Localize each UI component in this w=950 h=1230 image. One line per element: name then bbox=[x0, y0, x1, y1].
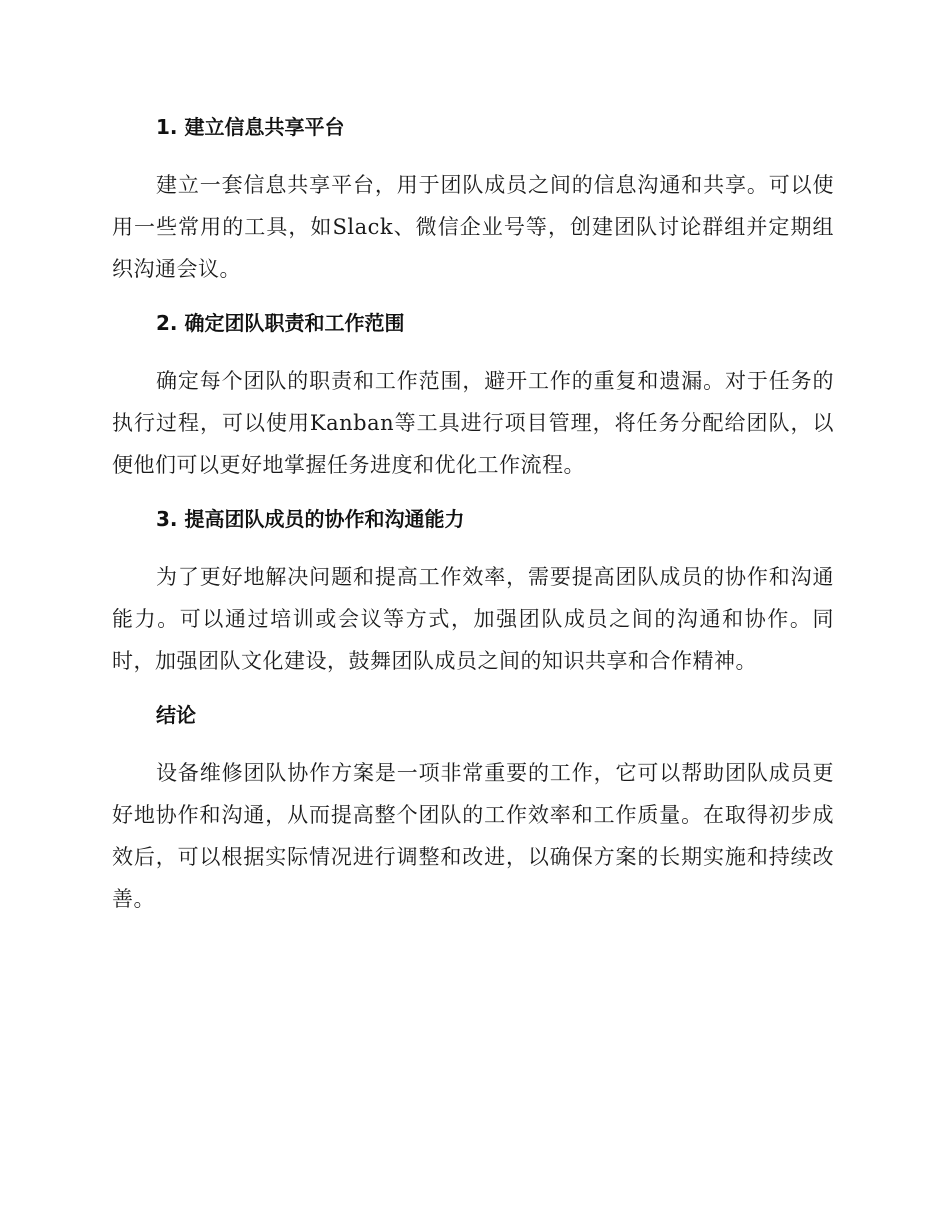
section-paragraph-2: 确定每个团队的职责和工作范围，避开工作的重复和遗漏。对于任务的执行过程，可以使用Kanban等工具进行项目管理，将任务分配给团队，以便他们可以更好地掌握任务进度和优化工作流程。 bbox=[112, 369, 834, 477]
document-body bbox=[112, 110, 834, 936]
section-paragraph-1: 建立一套信息共享平台，用于团队成员之间的信息沟通和共享。可以使用一些常用的工具，如Slack、微信企业号等，创建团队讨论群组并定期组织沟通会议。 bbox=[112, 173, 834, 281]
section-paragraph-3: 为了更好地解决问题和提高工作效率，需要提高团队成员的协作和沟通能力。可以通过培训或会议等方式，加强团队成员之间的沟通和协作。同时，加强团队文化建设，鼓舞团队成员之间的知识共享和合作精神。 bbox=[112, 565, 834, 673]
section-heading-1: 1. 建立信息共享平台 bbox=[156, 115, 345, 139]
conclusion-paragraph: 设备维修团队协作方案是一项非常重要的工作，它可以帮助团队成员更好地协作和沟通，从而提高整个团队的工作效率和工作质量。在取得初步成效后，可以根据实际情况进行调整和改进，以确保方案的长期实施和持续改善。 bbox=[112, 761, 834, 911]
section-heading-3: 3. 提高团队成员的协作和沟通能力 bbox=[156, 507, 465, 531]
section-heading-2: 2. 确定团队职责和工作范围 bbox=[156, 311, 405, 335]
conclusion-heading: 结论 bbox=[156, 703, 196, 727]
